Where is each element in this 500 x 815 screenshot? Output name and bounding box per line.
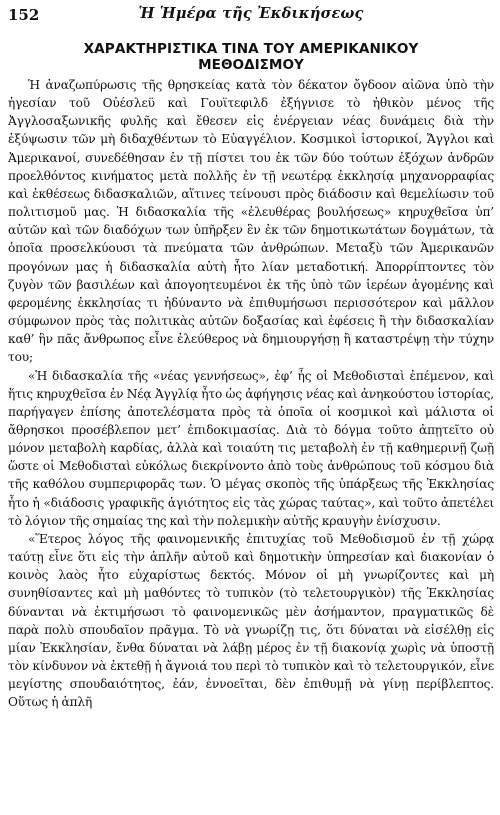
running-title: Ἡ Ἡμέρα τῆς Ἐκδικήσεως [138, 5, 364, 22]
article-body [8, 76, 494, 711]
page-number: 152 [8, 6, 40, 24]
paragraph: «Ἕτερος λόγος τῆς φαινομενικῆς ἐπιτυχίας τοῦ Μεθοδισμοῦ ἐν τῇ χώρᾳ ταύτῃ εἶνε ὅτι εἰς τὴν ἁπλῆν αὐτοῦ καὶ δημοτικὴν ὑπηρεσίαν καὶ διακονίαν ὁ κοινὸς λαὸς ἦτο εὐχαρίστως δεκτός. Μόνον οἱ μὴ γνωρίζοντες καὶ μὴ συνηθίσαντες καὶ μὴ μαθόντες τὸ τυπικὸν (τὸ τελετουργικὸν) τῆς Ἐκκλησίας δύνανται νὰ ἐκτιμήσωσι τὸ φαινομενικῶς μὲν ἀσήμαντον, πραγματικῶς δὲ παρὰ πολὺ σπουδαῖον πρᾶγμα. Τὸ νὰ γνωρίζῃ τις, ὅτι δύναται νὰ εἰσέλθῃ εἰς μίαν Ἐκκλησίαν, ἔνθα δύναται νὰ λάβῃ μέρος ἐν τῇ διακονίᾳ χωρὶς νὰ ὑποστῇ τὸν κίνδυνον νὰ ἐκτεθῇ ἡ ἄγνοιά του περὶ τὸ τυπικὸν καὶ τὸ τελετουργικόν, εἶνε μεγίστης σπουδαιότητος, ἐάν, ἐννοεῖται, δὲν ἐπιθυμῇ νὰ γίνῃ περίβλεπτος. Οὕτως ἡ ἁπλῆ [8, 531, 494, 710]
book-page [8, 4, 494, 812]
article-subtitle: ΜΕΘΟΔΙΣΜΟΥ [198, 57, 304, 73]
running-head [8, 4, 494, 26]
paragraph: «Ἡ διδασκαλία τῆς «νέας γεννήσεως», ἐφ’ ἧς οἱ Μεθοδισταὶ ἐπέμενον, καὶ ἥτις κηρυχθεῖσα ἐν Νέᾳ Ἀγγλίᾳ ἦτο ὡς ἀφήγησις νέας καὶ ἀνηκούστου ἱστορίας, παρήγαγεν ἐπίσης ἀποτελέσματα πρὸς τὰ ὁποῖα οἱ κοσμικοὶ καὶ μάλιστα οἱ ἄθρησκοι προσέβλεπον μετ’ ἐπιδοκιμασίας. Διὰ τὸ δόγμα τοῦτο ἀπῃτεῖτο οὐ μόνον μεταβολὴ καρδίας, ἀλλὰ καὶ τοιαύτη τις μεταβολὴ ἐν τῇ καθημερινῇ ζωῇ ὥστε οἱ Μεθοδισταὶ εὐκόλως διεκρίνοντο ἀπὸ τοὺς ἀνθρώπους τοῦ κόσμου διὰ τῆς καθόλου συμπεριφορᾶς των. Ὁ μέγας σκοπὸς τῆς ὑπάρξεως τῆς Ἐκκλησίας ἦτο ἡ «διάδοσις γραφικῆς ἁγιότητος εἰς τὰς χώρας ταύτας», καὶ τοῦτο ἀπετέλει τὸ λόγιον τῆς σημαίας της καὶ τὴν πολεμικὴν αὐτῆς κραυγὴν ἐνίσχυσιν. [8, 368, 494, 528]
article-title: ΧΑΡΑΚΤΗΡΙΣΤΙΚΑ ΤΙΝΑ ΤΟΥ ΑΜΕΡΙΚΑΝΙΚΟΥ [83, 41, 419, 57]
paragraph: Ἡ ἀναζωπύρωσις τῆς θρησκείας κατὰ τὸν δέκατον ὄγδοον αἰῶνα ὑπὸ τὴν ἡγεσίαν τοῦ Οὐέσλεϋ καὶ Γουϊτεφιλδ ἐξήγνισε τὸ ἠθικὸν μένος τῆς Ἀγγλοσαξωνικῆς φυλῆς καὶ ἔθεσεν εἰς ἐνέργειαν νέας δυνάμεις διὰ τὴν ἐξύψωσιν τῶν μὴ διδαχθέντων τὸ Εὐαγγέλιον. Κοσμικοὶ ἱστορικοί, Ἄγγλοι καὶ Ἀμερικανοί, συνεδέθησαν ἐν τῇ πίστει του ἐκ τῶν δύο τούτων ἐξόχων ἀνδρῶν προελθόντος κινήματος μετὰ πολλῆς ἐν τῇ νεωτέρᾳ ἐκκλησίᾳ μηχανορραφίας καὶ ἐκθέσεως διδασκαλιῶν, αἵτινες τείνουσι πρὸς διάδοσιν καὶ θεμελίωσιν τοῦ πολιτισμοῦ μας. Ἡ διδασκαλία τῆς «ἐλευθέρας βουλήσεως» κηρυχθεῖσα ὑπ’ αὐτῶν καὶ τῶν διαδόχων των ὑπῆρξεν ἓν ἐκ τῶν δημοτικωτάτων δογμάτων, τὰ ὁποῖα προσελκύουσι τὰ πνεύματα τῶν ἀνθρώπων. Μεταξὺ τῶν Ἀμερικανῶν προγόνων μας ἡ διδασκαλία αὐτὴ ἦτο λίαν μεταδοτική. Ἀπορρίπτοντες τὸν ζυγὸν τῶν βασιλέων καὶ ἀπογοητευμένοι ἐκ τῆς ὑπὸ τῶν ἱερέων ἀγομένης καὶ φερομένης ἐκκλησίας τι ἠδύναντο νὰ ἐπιθυμήσωσι περισσότερον καὶ μᾶλλον σύμφωνον πρὸς τὰς πολιτικὰς αὐτῶν δοξασίας καὶ ἐφέσεις ἢ τὴν διδασκαλίαν καθ’ ἣν πᾶς ἄνθρωπος εἶνε ἐλεύθερος νὰ δημιουργήσῃ ἢ καταστρέψῃ τὴν τύχην του; [8, 78, 494, 365]
